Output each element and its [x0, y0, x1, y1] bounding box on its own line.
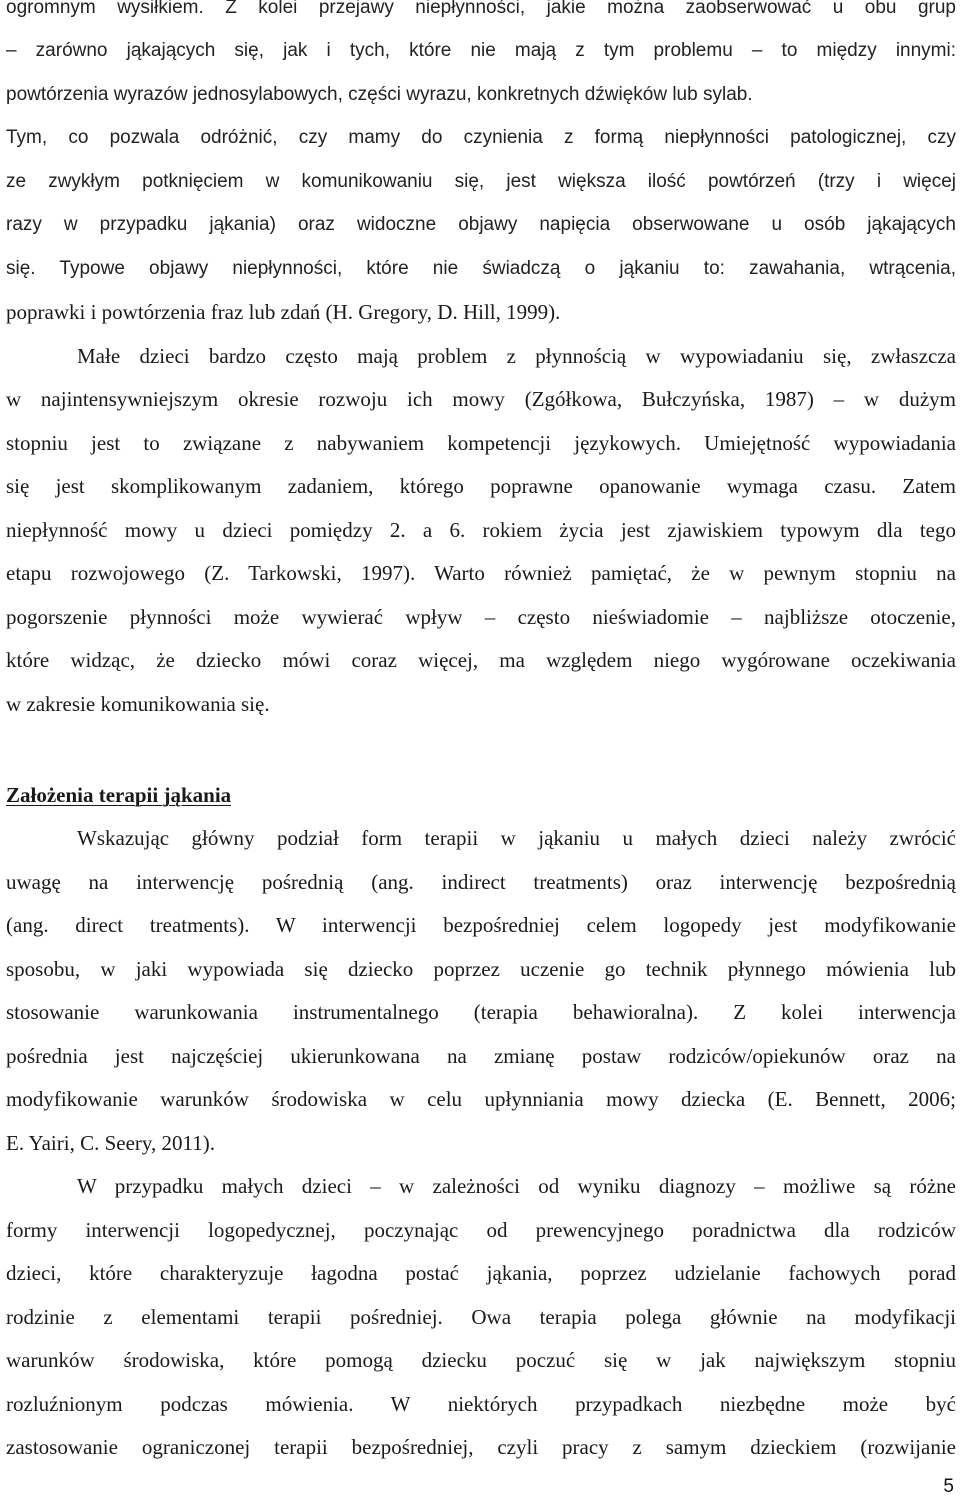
section-heading: Założenia terapii jąkania — [6, 783, 232, 807]
text-line: – zarówno jąkających się, jak i tych, które nie mają z tym problemu – to między innymi: — [6, 40, 956, 61]
text-line: uwagę na interwencję pośrednią (ang. indirect treatments) oraz interwencję bezpośrednią — [6, 870, 956, 894]
text-line: Tym, co pozwala odróżnić, czy mamy do czynienia z formą niepłynności patologicznej, czy — [6, 127, 956, 148]
text-line: się. Typowe objawy niepłynności, które nie świadczą o jąkaniu to: zawahania, wtrącenia, — [6, 258, 956, 279]
text-line: warunków środowiska, które pomogą dziecku poczuć się w jak największym stopniu — [6, 1348, 956, 1372]
text-line: Małe dzieci bardzo często mają problem z płynnością w wypowiadaniu się, zwłaszcza — [77, 344, 956, 368]
text-line: sposobu, w jaki wypowiada się dziecko poprzez uczenie go technik płynnego mówienia lub — [6, 957, 956, 981]
text-line: modyfikowanie warunków środowiska w celu upłynniania mowy dziecka (E. Bennett, 2006; — [6, 1087, 956, 1111]
text-line: formy interwencji logopedycznej, poczynając od prewencyjnego poradnictwa dla rodziców — [6, 1218, 956, 1242]
text-line: ze zwykłym potknięciem w komunikowaniu się, jest większa ilość powtórzeń (trzy i więcej — [6, 171, 956, 192]
text-line: w najintensywniejszym okresie rozwoju ich mowy (Zgółkowa, Bułczyńska, 1987) – w dużym — [6, 387, 956, 411]
text-line: które widząc, że dziecko mówi coraz więcej, ma względem niego wygórowane oczekiwania — [6, 648, 956, 672]
text-line: W przypadku małych dzieci – w zależności od wyniku diagnozy – możliwe są różne — [77, 1174, 956, 1198]
text-line: E. Yairi, C. Seery, 2011). — [6, 1131, 216, 1155]
text-line: dzieci, które charakteryzuje łagodna postać jąkania, poprzez udzielanie fachowych porad — [6, 1261, 956, 1285]
text-line: pośrednia jest najczęściej ukierunkowana na zmianę postaw rodziców/opiekunów oraz na — [6, 1044, 956, 1068]
text-line: rodzinie z elementami terapii pośredniej. Owa terapia polega głównie na modyfikacji — [6, 1305, 956, 1329]
text-line: zastosowanie ograniczonej terapii bezpośredniej, czyli pracy z samym dzieckiem (rozwijanie — [6, 1435, 956, 1459]
text-line: ogromnym wysiłkiem. Z kolei przejawy niepłynności, jakie można zaobserwować u obu grup — [6, 0, 956, 18]
text-line: rozluźnionym podczas mówienia. W niektórych przypadkach niezbędne może być — [6, 1392, 956, 1416]
text-line: niepłynność mowy u dzieci pomiędzy 2. a 6. rokiem życia jest zjawiskiem typowym dla tego — [6, 518, 956, 542]
text-line: etapu rozwojowego (Z. Tarkowski, 1997). Warto również pamiętać, że w pewnym stopniu na — [6, 561, 956, 585]
text-line: razy w przypadku jąkania) oraz widoczne objawy napięcia obserwowane u osób jąkających — [6, 214, 956, 235]
text-line: stosowanie warunkowania instrumentalnego (terapia behawioralna). Z kolei interwencja — [6, 1000, 956, 1024]
text-line: stopniu jest to związane z nabywaniem kompetencji językowych. Umiejętność wypowiadania — [6, 431, 956, 455]
text-line: powtórzenia wyrazów jednosylabowych, części wyrazu, konkretnych dźwięków lub sylab. — [6, 84, 753, 105]
text-line: Wskazując główny podział form terapii w jąkaniu u małych dzieci należy zwrócić — [77, 826, 956, 850]
page-number: 5 — [943, 1476, 954, 1497]
text-line: poprawki i powtórzenia fraz lub zdań (H. Gregory, D. Hill, 1999). — [6, 300, 561, 324]
text-line: się jest skomplikowanym zadaniem, którego poprawne opanowanie wymaga czasu. Zatem — [6, 474, 956, 498]
text-line: pogorszenie płynności może wywierać wpływ – często nieświadomie – najbliższe otoczenie, — [6, 605, 956, 629]
text-line: (ang. direct treatments). W interwencji bezpośredniej celem logopedy jest modyfikowanie — [6, 913, 956, 937]
text-line: w zakresie komunikowania się. — [6, 692, 270, 716]
